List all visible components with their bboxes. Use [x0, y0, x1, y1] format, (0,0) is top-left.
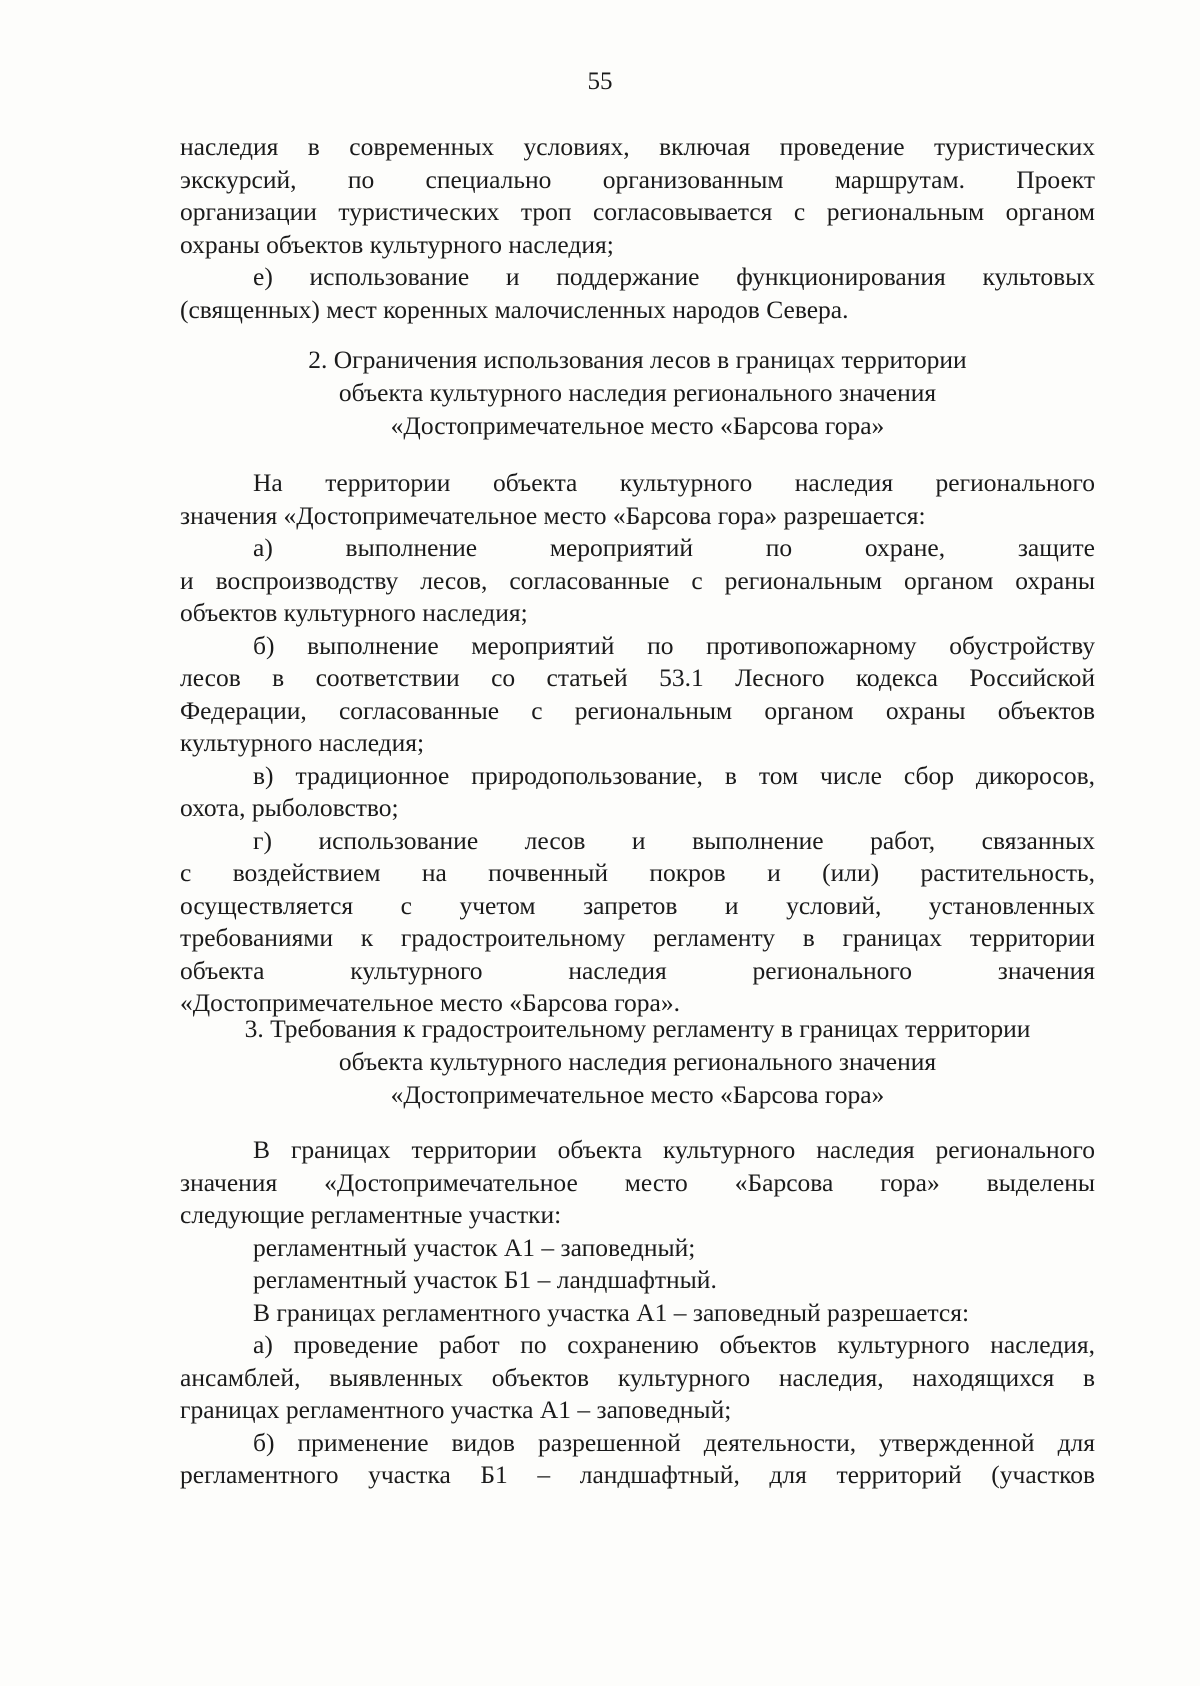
text-line: значения «Достопримечательное место «Барсова гора» разрешается: [180, 500, 926, 530]
text-line: В границах территории объекта культурного наследия регионального [253, 1135, 1095, 1164]
text-line: организации туристических троп согласовывается с региональным органом [180, 197, 1095, 226]
text-line: в) традиционное природопользование, в том числе сбор дикоросов, [253, 760, 1095, 790]
text-line: регламентный участок А1 – заповедный; [253, 1232, 696, 1262]
text-line: В границах регламентного участка А1 – заповедный разрешается: [253, 1297, 970, 1327]
text-line: охота, рыболовство; [180, 793, 399, 822]
heading-line: 2. Ограничения использования лесов в границах территории [308, 345, 967, 374]
section-3-body [180, 1134, 1095, 1492]
text-line: с воздействием на почвенный покров и (или) растительность, [180, 858, 1095, 887]
text-line: б) выполнение мероприятий по противопожарному обустройству [253, 630, 1095, 660]
text-line: культурного наследия; [180, 728, 425, 757]
heading-line: «Достопримечательное место «Барсова гора» [390, 411, 885, 440]
continuation-paragraph [180, 131, 1095, 326]
text-line: регламентный участок Б1 – ландшафтный. [253, 1265, 717, 1294]
text-line: е) использование и поддержание функционирования культовых [253, 262, 1095, 291]
text-line: «Достопримечательное место «Барсова гора». [180, 988, 681, 1017]
text-line: объектов культурного наследия; [180, 598, 528, 627]
text-line: наследия в современных условиях, включая проведение туристических [180, 132, 1095, 161]
text-line: охраны объектов культурного наследия; [180, 229, 614, 259]
text-line: г) использование лесов и выполнение работ, связанных [253, 825, 1095, 855]
text-line: значения «Достопримечательное место «Барсова гора» выделены [180, 1167, 1095, 1197]
section-2-heading [180, 343, 1095, 442]
text-line: требованиями к градостроительному регламенту в границах территории [180, 923, 1095, 952]
text-line: а) проведение работ по сохранению объектов культурного наследия, [253, 1330, 1095, 1359]
section-3-heading [180, 1012, 1095, 1111]
text-line: Федерации, согласованные с региональным органом охраны объектов [180, 695, 1095, 725]
text-line: На территории объекта культурного наследия регионального [253, 468, 1095, 497]
text-line: а) выполнение мероприятий по охране, защите [253, 533, 1095, 562]
text-line: регламентного участка Б1 – ландшафтный, для территорий (участков [180, 1460, 1095, 1489]
section-2-body [180, 467, 1095, 1020]
text-line: осуществляется с учетом запретов и условий, установленных [180, 890, 1095, 920]
text-line: объекта культурного наследия регионального значения [180, 955, 1095, 985]
text-line: ансамблей, выявленных объектов культурного наследия, находящихся в [180, 1362, 1095, 1392]
heading-line: объекта культурного наследия регионального значения [338, 378, 937, 407]
text-line: экскурсий, по специально организованным маршрутам. Проект [180, 164, 1095, 194]
text-line: следующие регламентные участки: [180, 1200, 562, 1229]
heading-line: «Достопримечательное место «Барсова гора» [390, 1080, 885, 1109]
heading-line: 3. Требования к градостроительному регламенту в границах территории [244, 1014, 1031, 1043]
text-line: лесов в соответствии со статьей 53.1 Лесного кодекса Российской [180, 663, 1095, 692]
text-line: (священных) мест коренных малочисленных народов Севера. [180, 294, 849, 324]
heading-line: объекта культурного наследия регионального значения [338, 1047, 937, 1076]
text-line: и воспроизводству лесов, согласованные с региональным органом охраны [180, 565, 1095, 595]
text-line: границах регламентного участка А1 – заповедный; [180, 1395, 732, 1424]
page-number: 55 [587, 68, 613, 95]
text-line: б) применение видов разрешенной деятельности, утвержденной для [253, 1427, 1095, 1457]
